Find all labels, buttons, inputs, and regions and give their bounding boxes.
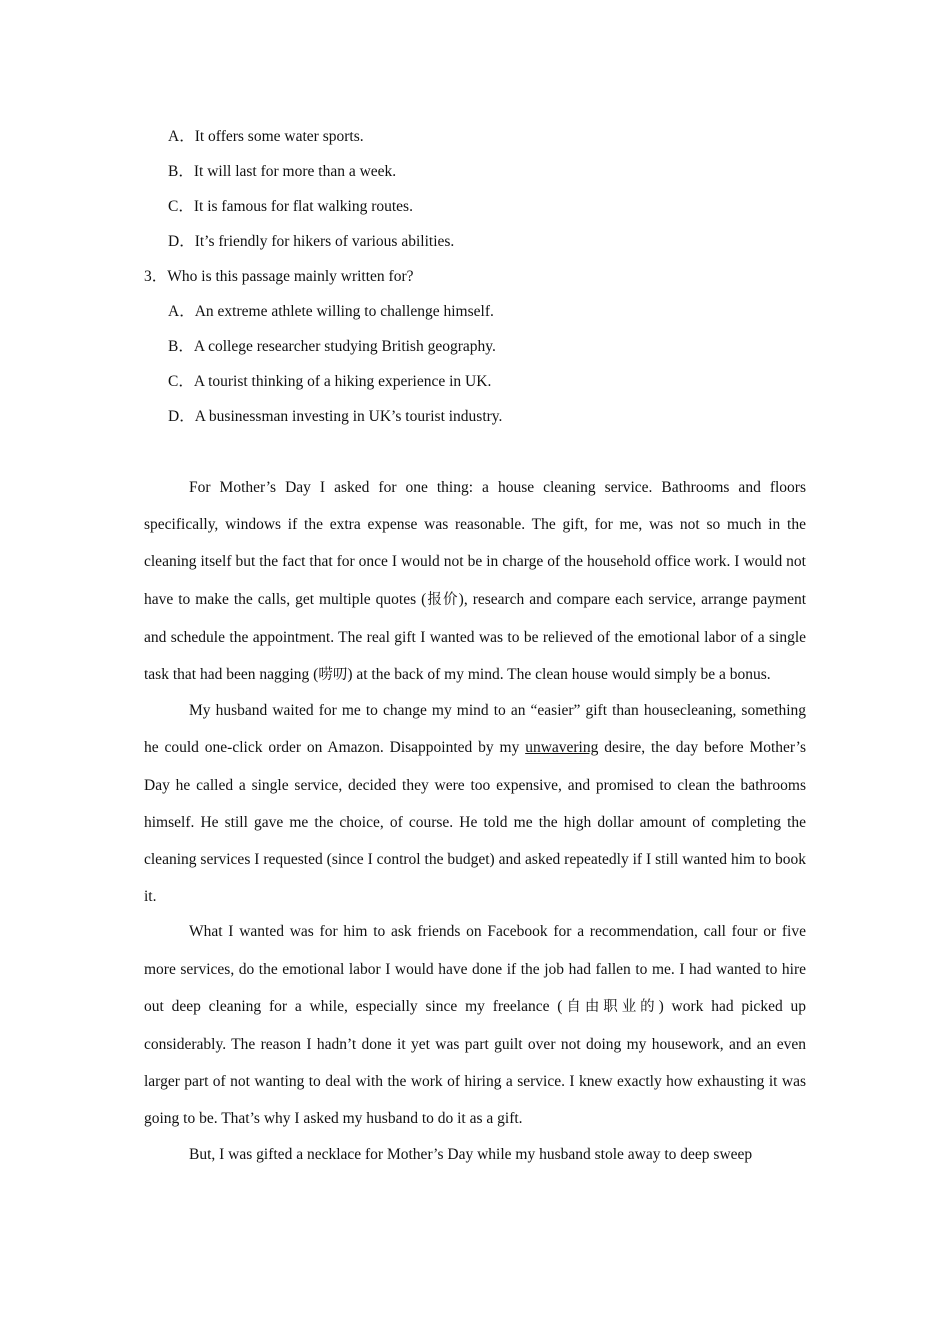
q3-option-d: D．A businessman investing in UK’s tourist industry. [168,408,503,425]
paragraph-text: ) at the back of my mind. The clean house would simply be a bonus. [347,666,771,684]
paragraph-2 [144,692,806,915]
paragraph-text: ) work had picked up considerably. The reason I hadn’t done it yet was part guilt over not doing my housework, and an even larger part of not wanting to deal with the work of hiring a service. I knew exactly how exhausting it was going to be. That’s why I asked my husband to do it as a gift. [144,997,806,1128]
option-text: It is famous for flat walking routes. [193,198,413,215]
reading-passage [144,469,806,1173]
paragraph-3 [144,913,806,1137]
q3-option-c: C．A tourist thinking of a hiking experience in UK. [168,373,492,390]
paragraph-text: But, I was gifted a necklace for Mother’s Day while my husband stole away to deep sweep [189,1145,753,1163]
option-text: A college researcher studying British geography. [193,338,496,355]
option-text: It will last for more than a week. [193,163,397,180]
chinese-gloss: 唠叨 [318,667,348,684]
underlined-word: unwavering [525,739,599,757]
paragraph-1 [144,469,806,694]
question-text: Who is this passage mainly written for? [167,268,414,285]
paragraph-4 [144,1136,806,1173]
option-letter: C [168,373,179,390]
option-text: A businessman investing in UK’s tourist industry. [194,408,503,425]
chinese-gloss: 自由职业的 [562,998,659,1015]
q2-option-d: D．It’s friendly for hikers of various abilities. [168,233,455,250]
q3-option-b: B．A college researcher studying British geography. [168,338,496,355]
q2-option-b: B．It will last for more than a week. [168,163,397,180]
option-letter: D [168,408,180,425]
option-letter: D [168,233,180,250]
paragraph-text: What I wanted was for him to ask friends on Facebook for a recommendation, call four or five more services, do the emotional labor I would have done if the job had fallen to me. I had wanted to hire out deep cleaning for a while, especially since my freelance ( [144,923,806,1015]
option-text: An extreme athlete willing to challenge himself. [194,303,494,320]
paragraph-text: For Mother’s Day I asked for one thing: a house cleaning service. Bathrooms and floors specifically, windows if the extra expense was reasonable. The gift, for me, was not so much in the cleaning itself but the fact that for once I would not be in charge of the household office work. I would not have to make the calls, get multiple quotes ( [144,479,806,608]
option-text: It’s friendly for hikers of various abilities. [194,233,455,250]
paragraph-text: desire, the day before Mother’s Day he called a single service, decided they were too expensive, and promised to clean the bathrooms himself. He still gave me the choice, of course. He told me the high dollar amount of completing the cleaning services I requested (since I control the budget) and asked repeatedly if I still wanted him to book it. [144,739,806,906]
option-letter: B [168,338,179,355]
q2-option-a: A．It offers some water sports. [168,128,364,145]
option-letter: A [168,128,180,145]
question-number: 3 [144,268,152,285]
option-letter: B [168,163,179,180]
option-text: A tourist thinking of a hiking experience in UK. [193,373,492,390]
paragraph-text: ), research and compare each service, arrange payment and schedule the appointment. The real gift I wanted was to be relieved of the emotional labor of a single task that had been nagging ( [144,590,807,684]
option-letter: C [168,198,179,215]
q2-option-c: C．It is famous for flat walking routes. [168,198,413,215]
option-text: It offers some water sports. [194,128,364,145]
q3-option-a: A．An extreme athlete willing to challenge himself. [168,303,494,320]
chinese-gloss: 报价 [426,591,459,608]
question-3: 3．Who is this passage mainly written for? [144,268,414,285]
paragraph-text: My husband waited for me to change my mind to an “easier” gift than housecleaning, something he could one-click order on Amazon. Disappointed by my [144,702,806,757]
option-letter: A [168,303,180,320]
